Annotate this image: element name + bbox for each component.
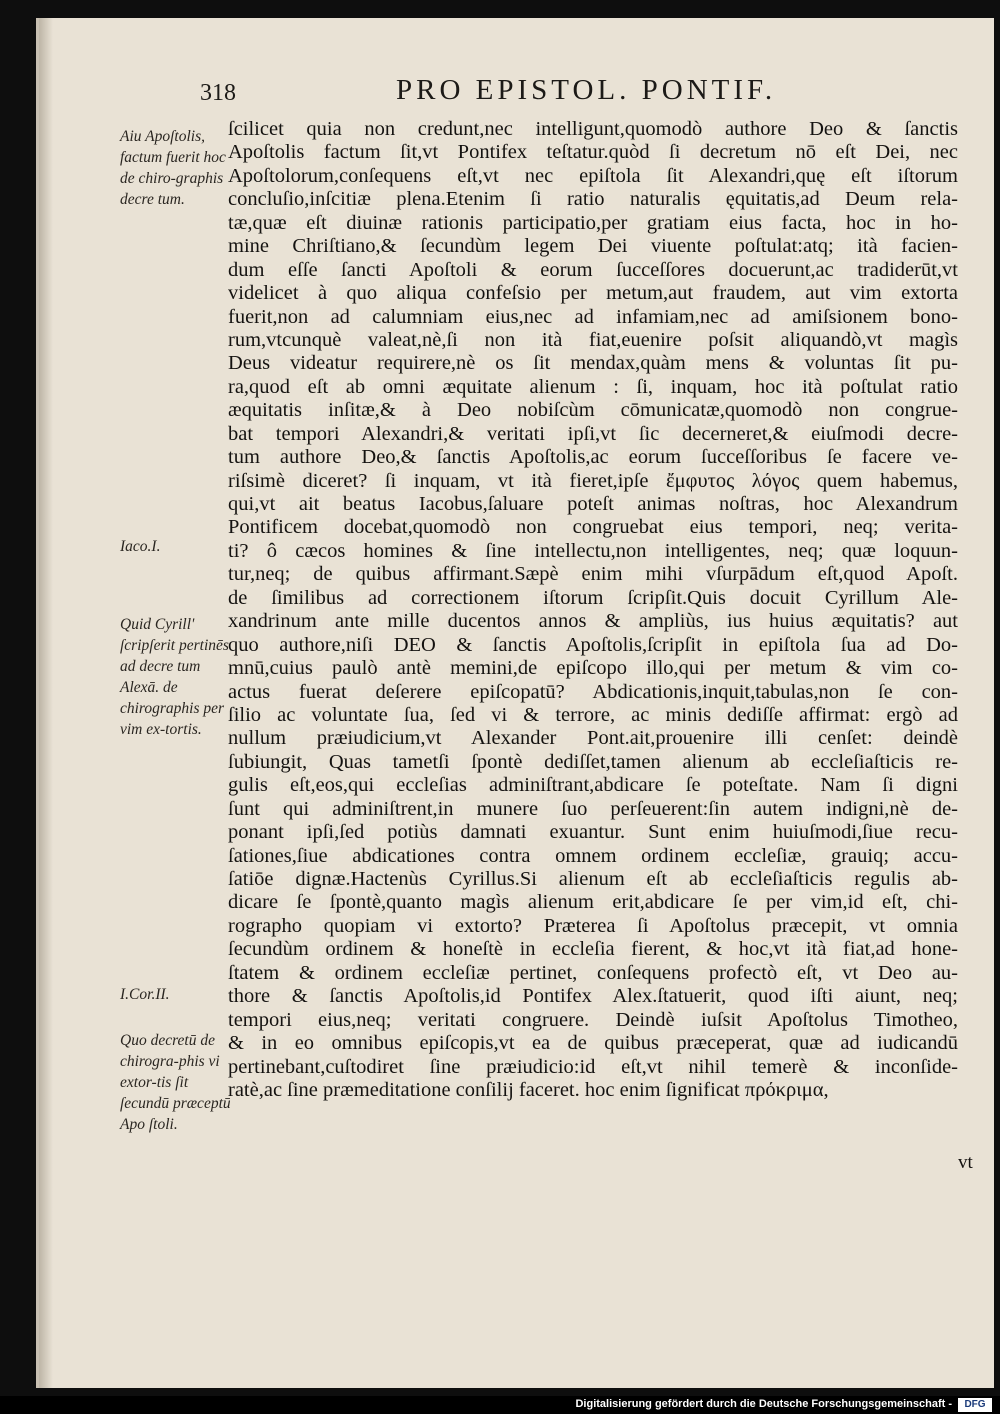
text-line: dum eſſe ſancti Apoſtoli & eorum ſucceſſores docuerunt,ac tradiderūt,vt [228, 258, 958, 281]
text-line: gulis eſt,eos,qui eccleſias adminiſtrant,abdicare ſe poteſtate. Nam ſi digni [228, 774, 958, 797]
text-line: ſtatem & ordinem eccleſiæ pertinet, conſequens profectò eſt, vt Deo au- [228, 961, 958, 984]
text-line: thore & ſanctis Apoſtolis,id Pontifex Alex.ſtatuerit, quod iſti aiunt, neq; [228, 985, 958, 1008]
text-line: mine Chriſtiano,& ſecundùm legem Dei viuente poſtulat:atq; ità facien- [228, 235, 958, 258]
text-line: ſcilicet quia non credunt,nec intelligunt,quomodò authore Deo & ſanctis [228, 118, 958, 140]
marginal-note: Quid Cyrill' ſcripſerit pertinēs ad decre tum Alexā. de chirographis per vim ex-tortis. [120, 616, 229, 738]
text-line: riſsimè diceret? ſi inquam, vt ità fieret,ipſe ἔμφυτος λόγος quem habemus, [228, 469, 958, 492]
page-number: 318 [200, 80, 236, 106]
text-line: tum authore Deo,& ſanctis Apoſtolis,ac eorum ſucceſſoribus ſe facere ve- [228, 446, 958, 469]
text-line: pertinebant,cuſtodiret ſine præiudicio:id eſt,vt nihil temerè & inconſide- [228, 1055, 958, 1078]
text-line: ponant ipſi,ſed potiùs damnati exuantur. Sunt enim huiuſmodi,ſiue recu- [228, 821, 958, 844]
text-line: Pontificem docebat,quomodò non congruebat eius tempori, neq; verita- [228, 516, 958, 539]
text-line: qui,vt ait beatus Iacobus,ſaluare poteſt animas noſtras, hoc Alexandrum [228, 493, 958, 515]
marginal-note: Iaco.I. [120, 538, 161, 555]
text-line: ſationes,ſiue abdicationes contra omnem ordinem eccleſiæ, grauiq; accu- [228, 844, 958, 867]
text-line: quo authore,niſi DEO & ſanctis Apoſtolis,ſcripſit in epiſtola ſua ad Do- [228, 633, 958, 656]
text-line: actus fuerat deſerere epiſcopatū? Abdicationis,inquit,tabulas,non ſe con- [228, 680, 958, 703]
dfg-logo: DFG [958, 1398, 992, 1412]
marginal-note: Quo decretū de chirogra-phis vi extor-tis ſit ſecundū præceptū Apo ſtoli. [120, 1032, 231, 1133]
text-line: dicare ſe ſpontè,quanto magìs alienum erit,abdicare ſe per vim,id eſt, chi- [228, 891, 958, 914]
marginal-note: I.Cor.II. [120, 986, 170, 1003]
running-title: PRO EPISTOL. PONTIF. [396, 74, 777, 106]
text-line: de ſimilibus ad correctionem iſtorum ſcripſit.Quis docuit Cyrillum Ale- [228, 586, 958, 609]
text-line: mnū,cuius paulò antè memini,de epiſcopo illo,qui per metum & vim co- [228, 657, 958, 680]
text-line: ſunt qui adminiſtrent,in munere ſuo perſeuerent:ſin autem indigni,nè de- [228, 797, 958, 820]
page-header [166, 74, 974, 114]
text-line: rum,vtcunquè valeat,nè,ſi non ità fiat,euenire poſsit aliquandò,vt magìs [228, 328, 958, 351]
text-line: tur,neq; de quibus affirmant.Sæpè enim mihi vſurpādum eſt,quod Apoſt. [228, 563, 958, 586]
text-line: tempori eius,neq; veritati congruere. Deindè iuſsit Apoſtolus Timotheo, [228, 1008, 958, 1031]
footer-notice: Digitalisierung gefördert durch die Deutsche Forschungsgemeinschaft - [575, 1398, 952, 1410]
marginal-note: Aiu Apoſtolis, factum fuerit hoc de chiro-graphis decre tum. [120, 128, 226, 208]
text-line: ſilio ac voluntate ſua, ſed vi & terrore, ac minis dediſſe affirmat: ergò ad [228, 703, 958, 726]
text-line: ra,quod eſt ab omni æquitate alienum : ſi, inquam, hoc ità poſtulat ratio [228, 375, 958, 398]
page-gutter-shadow [39, 18, 53, 1388]
text-line: nullum præiudicium,vt Alexander Pont.ait,prouenire illi cenſet: deindè [228, 727, 958, 750]
text-line: æquitatis inſitæ,& à Deo nobiſcùm cōmunicatæ,quomodò non congrue- [228, 399, 958, 422]
catchword: vt [958, 1152, 973, 1173]
text-line: Apoſtolis factum ſit,vt Pontifex teſtatur.quòd ſi decretum nō eſt Dei, nec [228, 141, 958, 164]
text-line: fuerit,non ad calumniam eius,nec ad infamiam,nec ad amiſsionem bono- [228, 305, 958, 328]
text-line: bat tempori Alexandri,& veritati ipſi,vt ſic decerneret,& eiuſmodi decre- [228, 422, 958, 445]
text-line: & in eo omnibus epiſcopis,vt ea de quibus præceperat, quæ ad iudicandū [228, 1032, 958, 1055]
text-line: concluſio,inſcitiæ plena.Etenim ſi ratio naturalis ęquitatis,ad Deum rela- [228, 188, 958, 211]
text-line: ti? ô cæcos homines & ſine intellectu,non intelligentes, neq; quæ loquun- [228, 539, 958, 562]
text-line: xandrinum ante mille ducentos annos & ampliùs, ius huius æquitatis? aut [228, 610, 958, 633]
text-line: ratè,ac ſine præmeditatione conſilij faceret. hoc enim ſignificat πρόκριμα, [228, 1078, 829, 1101]
text-line: ſubiungit, Quas tametſi ſpontè dediſſet,tamen alienum ab eccleſiaſticis re- [228, 750, 958, 773]
text-line: rographo quopiam vi extorto? Præterea ſi Apoſtolus præcepit, vt omnia [228, 914, 958, 937]
text-line: videlicet à quo aliqua confeſsio per metum,aut fraudem, aut vim extorta [228, 282, 958, 305]
text-line: Apoſtolorum,conſequens eſt,vt nec epiſtola ſit Alexandri,quę eſt iſtorum [228, 164, 958, 187]
footer-bar [0, 1396, 1000, 1414]
text-line: ſecundùm ordinem & honeſtè in eccleſia fierent, & hoc,vt ità fiat,ad hone- [228, 938, 958, 961]
main-text-block [228, 118, 958, 1102]
text-line: Deus videatur requirere,nè os ſit mendax,quàm mens & voluntas ſit pu- [228, 352, 958, 375]
text-line: ſatiōe dignæ.Hactenùs Cyrillus.Si alienum eſt ab eccleſiaſticis regulis ab- [228, 868, 958, 890]
text-line: tæ,quæ eſt diuinæ rationis participatio,per gratiam eius facta, hoc in ho- [228, 211, 958, 234]
